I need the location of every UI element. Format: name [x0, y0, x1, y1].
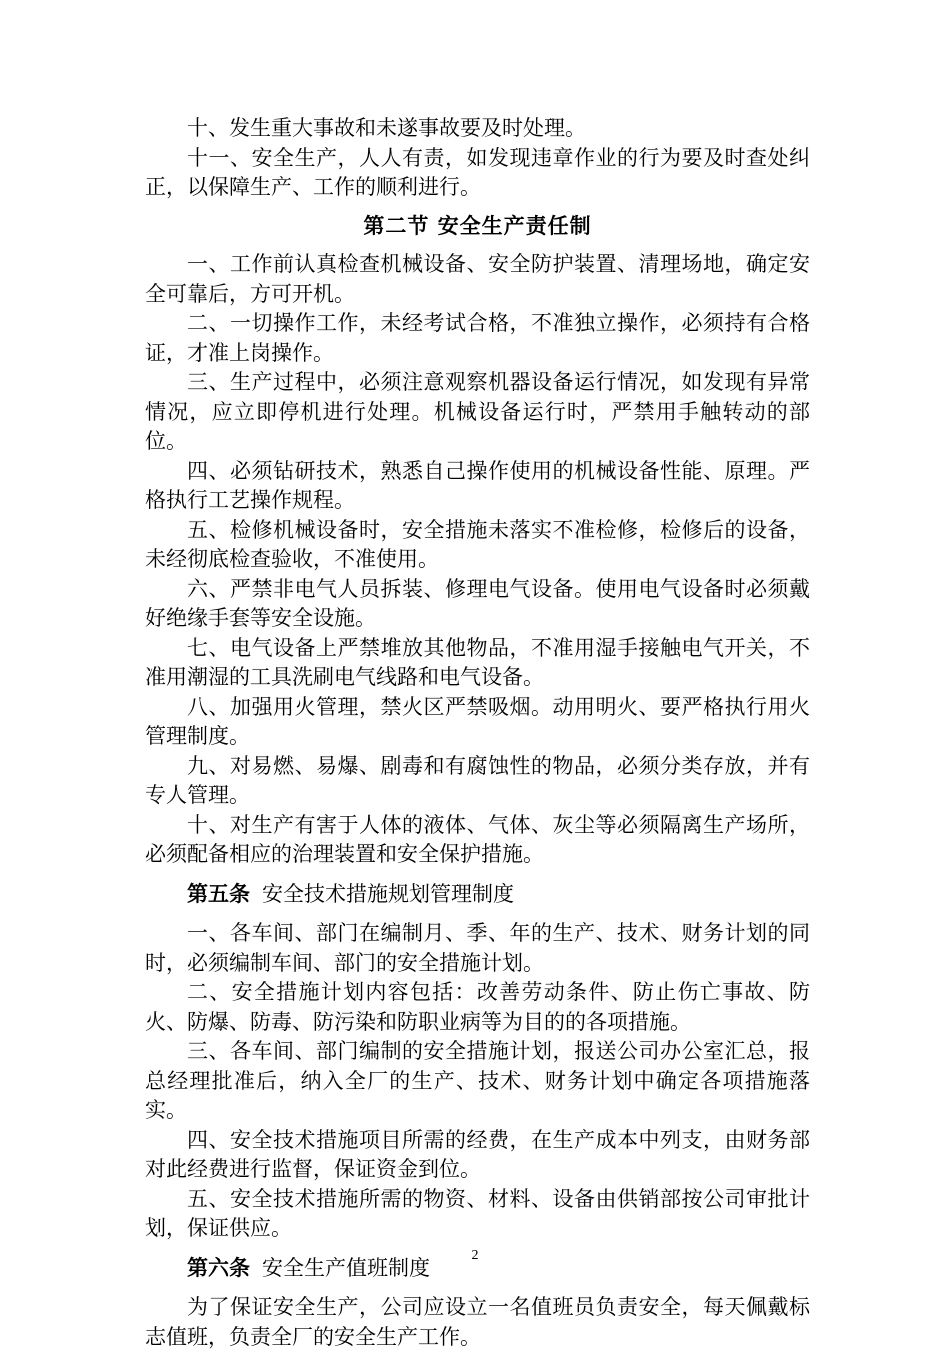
paragraph: 四、必须钻研技术，熟悉自己操作使用的机械设备性能、原理。严格执行工艺操作规程。 — [145, 458, 810, 512]
article-number: 第六条 — [187, 1255, 250, 1280]
paragraph: 十一、安全生产，人人有责，如发现违章作业的行为要及时查处纠正，以保障生产、工作的顺利进行。 — [145, 145, 810, 199]
paragraph: 五、检修机械设备时，安全措施未落实不准检修，检修后的设备，未经彻底检查验收，不准使用。 — [145, 517, 810, 571]
page-number: 2 — [471, 1248, 479, 1263]
article-title: 安全技术措施规划管理制度 — [262, 881, 514, 906]
article-title: 安全生产值班制度 — [262, 1255, 430, 1280]
paragraph: 二、一切操作工作，未经考试合格，不准独立操作，必须持有合格证，才准上岗操作。 — [145, 311, 810, 365]
article-number: 第五条 — [187, 881, 250, 906]
section-heading: 第二节 安全生产责任制 — [363, 213, 592, 238]
paragraph: 五、安全技术措施所需的物资、材料、设备由供销部按公司审批计划，保证供应。 — [145, 1186, 810, 1240]
paragraph: 六、严禁非电气人员拆装、修理电气设备。使用电气设备时必须戴好绝缘手套等安全设施。 — [145, 576, 810, 630]
paragraph: 三、各车间、部门编制的安全措施计划，报送公司办公室汇总，报总经理批准后，纳入全厂的生产、技术、财务计划中确定各项措施落实。 — [145, 1039, 810, 1122]
paragraph: 七、电气设备上严禁堆放其他物品，不准用湿手接触电气开关，不准用潮湿的工具洗刷电气线路和电气设备。 — [145, 635, 810, 689]
paragraph: 十、对生产有害于人体的液体、气体、灰尘等必须隔离生产场所，必须配备相应的治理装置和安全保护措施。 — [145, 812, 810, 866]
paragraph: 一、各车间、部门在编制月、季、年的生产、技术、财务计划的同时，必须编制车间、部门的安全措施计划。 — [145, 921, 810, 975]
paragraph: 九、对易燃、易爆、剧毒和有腐蚀性的物品，必须分类存放，并有专人管理。 — [145, 753, 810, 807]
paragraph: 三、生产过程中，必须注意观察机器设备运行情况，如发现有异常情况，应立即停机进行处理。机械设备运行时，严禁用手触转动的部位。 — [145, 370, 810, 453]
document-body — [145, 114, 810, 1352]
paragraph: 十、发生重大事故和未遂事故要及时处理。 — [187, 116, 586, 140]
paragraph: 为了保证安全生产，公司应设立一名值班员负责安全，每天佩戴标志值班，负责全厂的安全生产工作。 — [145, 1295, 810, 1349]
paragraph: 八、加强用火管理，禁火区严禁吸烟。动用明火、要严格执行用火管理制度。 — [145, 694, 810, 748]
article-heading — [145, 880, 810, 910]
paragraph: 四、安全技术措施项目所需的经费，在生产成本中列支，由财务部对此经费进行监督，保证资金到位。 — [145, 1127, 810, 1181]
paragraph: 一、工作前认真检查机械设备、安全防护装置、清理场地，确定安全可靠后，方可开机。 — [145, 252, 810, 306]
paragraph: 二、安全措施计划内容包括：改善劳动条件、防止伤亡事故、防火、防爆、防毒、防污染和防职业病等为目的的各项措施。 — [145, 980, 810, 1034]
